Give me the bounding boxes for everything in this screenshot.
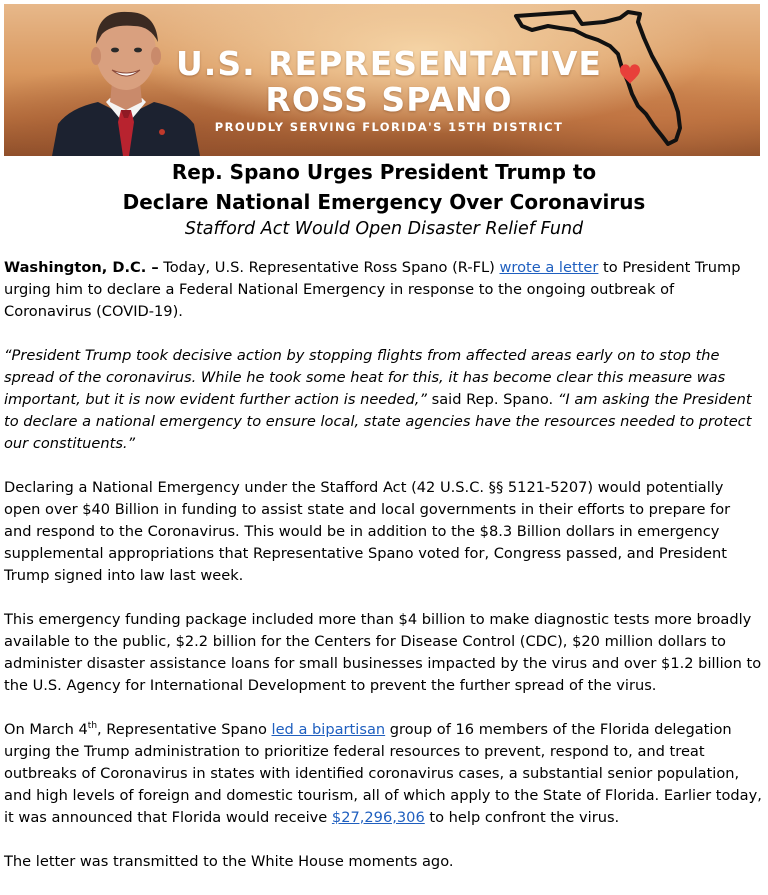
quote-part-a: “President Trump took decisive action by stopping flights from affected areas early on to stop the spread of the coronavirus. While he took some heat for this, it has become clear this measure was important, but it is now evident further action is needed,”	[4, 347, 726, 408]
march-superscript: th	[87, 721, 98, 731]
march-text-c: group of 16 members of the Florida delegation urging the Trump administration to prioritize federal resources to prevent, respond to, and treat outbreaks of Coronavirus in states with identified coronavirus cases, a substantial senior population, and high levels of foreign and domestic tourism, all of which apply to the State of Florida. Earlier today, it was announced that Florida would receive	[4, 721, 762, 826]
banner-title-line1: U.S. REPRESENTATIVE	[176, 44, 602, 83]
paragraph-march-letter	[4, 719, 762, 829]
paragraph-funding-package: This emergency funding package included more than $4 billion to make diagnostic tests more broadly available to the public, $2.2 billion for the Centers for Disease Control (CDC), $20 million dollars to administer disaster assistance loans for small businesses impacted by the virus and over $1.2 billion to the U.S. Agency for International Development to prevent the further spread of the virus.	[4, 611, 762, 694]
led-a-bipartisan-link[interactable]: led a bipartisan	[271, 721, 386, 738]
march-text-d: to help confront the virus.	[424, 809, 620, 826]
paragraph-stafford-act: Declaring a National Emergency under the Stafford Act (42 U.S.C. §§ 5121-5207) would potentially open over $40 Billion in funding to assist state and local governments in their efforts to prepare for and respond to the Coronavirus. This would be in addition to the $8.3 Billion dollars in emergency supplemental appropriations that Representative Spano voted for, Congress passed, and President Trump signed into law last week.	[4, 479, 731, 584]
banner-title-line2: ROSS SPANO	[265, 80, 513, 119]
subheadline: Stafford Act Would Open Disaster Relief Fund	[184, 219, 584, 239]
wrote-a-letter-link[interactable]: wrote a letter	[499, 259, 599, 276]
florida-map-icon	[512, 8, 688, 148]
paragraph-closing: The letter was transmitted to the White House moments ago.	[4, 853, 454, 870]
quote-part-b: “I am asking the President to declare a national emergency to ensure local, state agencies have the resources needed to protect our constituents.”	[4, 391, 752, 452]
press-release-body	[4, 257, 762, 895]
paragraph-quote	[4, 345, 762, 455]
heart-icon	[620, 64, 640, 84]
march-text-b: , Representative Spano	[97, 721, 272, 738]
banner-tagline: PROUDLY SERVING FLORIDA'S 15TH DISTRICT	[214, 120, 564, 134]
march-text-a: On March 4	[4, 721, 88, 738]
paragraph-intro	[4, 257, 762, 323]
headline-line1: Rep. Spano Urges President Trump to	[171, 160, 597, 184]
quote-attribution: said Rep. Spano.	[426, 391, 558, 408]
intro-text-b: to President Trump urging him to declare a Federal National Emergency in response to the ongoing outbreak of Coronavirus (COVID-19).	[4, 259, 741, 320]
intro-text-a: Today, U.S. Representative Ross Spano (R-FL)	[158, 259, 500, 276]
header-banner	[4, 4, 760, 156]
funding-amount-link[interactable]: $27,296,306	[331, 809, 425, 826]
headline-line2: Declare National Emergency Over Coronavirus	[122, 190, 646, 214]
dateline: Washington, D.C. –	[4, 259, 159, 276]
